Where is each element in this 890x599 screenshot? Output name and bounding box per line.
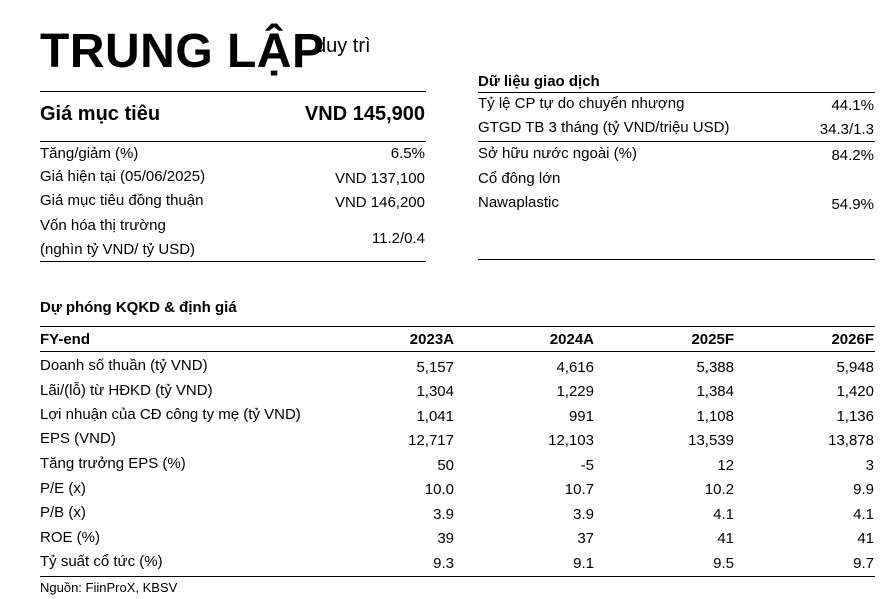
forecast-cell: 9.5 <box>713 555 734 572</box>
rating-title: TRUNG LẬP <box>40 25 325 78</box>
forecast-row-label: Lãi/(lỗ) từ HĐKD (tỷ VND) <box>40 382 213 399</box>
forecast-cell: 3.9 <box>573 506 594 523</box>
forecast-cell: 5,388 <box>696 359 734 376</box>
forecast-cell: 4.1 <box>853 506 874 523</box>
change-value: 6.5% <box>390 145 425 162</box>
forecast-cell: 1,304 <box>416 383 454 400</box>
forecast-cell: 39 <box>437 530 454 547</box>
forecast-header-2023a: 2023A <box>409 331 454 348</box>
forecast-cell: 1,384 <box>696 383 734 400</box>
change-label: Tăng/giảm (%) <box>40 145 139 162</box>
forecast-cell: 4,616 <box>556 359 594 376</box>
forecast-cell: 10.0 <box>424 481 454 498</box>
forecast-cell: 1,041 <box>416 408 454 425</box>
source-note: Nguồn: FiinProX, KBSV <box>40 580 178 595</box>
forecast-row-label: Tỷ suất cổ tức (%) <box>40 553 163 570</box>
trading-data-title: Dữ liệu giao dịch <box>478 73 600 90</box>
forecast-cell: 1,420 <box>836 383 874 400</box>
market-cap-label-line1: Vốn hóa thị trường <box>40 217 166 234</box>
forecast-cell: 13,539 <box>688 432 734 449</box>
forecast-cell: 991 <box>568 408 594 425</box>
forecast-row-label: Tăng trưởng EPS (%) <box>40 455 186 472</box>
forecast-cell: 10.2 <box>704 481 734 498</box>
shareholder-name: Nawaplastic <box>478 194 559 211</box>
forecast-cell: 5,948 <box>836 359 874 376</box>
forecast-cell: 1,136 <box>836 408 874 425</box>
forecast-cell: 12,103 <box>548 432 594 449</box>
forecast-cell: 10.7 <box>564 481 594 498</box>
forecast-cell: 50 <box>437 457 454 474</box>
forecast-cell: 5,157 <box>416 359 454 376</box>
forecast-cell: -5 <box>580 457 594 474</box>
forecast-cell: 3 <box>865 457 874 474</box>
forecast-cell: 1,108 <box>696 408 734 425</box>
forecast-header-2025f: 2025F <box>691 331 734 348</box>
shareholder-value: 54.9% <box>831 196 874 213</box>
forecast-cell: 12 <box>717 457 734 474</box>
divider-top-left <box>40 91 426 92</box>
target-price-label: Giá mục tiêu <box>40 103 161 125</box>
forecast-cell: 1,229 <box>556 383 594 400</box>
forecast-cell: 41 <box>857 530 874 547</box>
market-cap-label-line2: (nghìn tỷ VND/ tỷ USD) <box>40 241 196 258</box>
forecast-cell: 3.9 <box>433 506 454 523</box>
major-shareholders-label: Cổ đông lớn <box>478 170 561 187</box>
current-price-value: VND 137,100 <box>334 170 425 187</box>
forecast-header-2024a: 2024A <box>549 331 594 348</box>
forecast-row-label: ROE (%) <box>40 529 100 546</box>
forecast-row-label: P/B (x) <box>40 504 86 521</box>
forecast-cell: 9.9 <box>853 481 874 498</box>
forecast-cell: 41 <box>717 530 734 547</box>
divider-target-price <box>40 141 426 142</box>
divider-bottom-left <box>40 261 426 262</box>
forecast-row-label: EPS (VND) <box>40 430 116 447</box>
forecast-cell: 37 <box>577 530 594 547</box>
forecast-cell: 9.3 <box>433 555 454 572</box>
forecast-row-label: P/E (x) <box>40 480 86 497</box>
divider-forecast-header <box>40 351 875 352</box>
divider-forecast-top <box>40 326 875 327</box>
divider-trading-mid <box>478 141 875 142</box>
forecast-cell: 9.1 <box>573 555 594 572</box>
free-float-label: Tỷ lệ CP tự do chuyển nhượng <box>478 95 685 112</box>
foreign-ownership-value: 84.2% <box>831 147 874 164</box>
free-float-value: 44.1% <box>831 97 874 114</box>
forecast-row-label: Doanh số thuần (tỷ VND) <box>40 357 208 374</box>
forecast-cell: 12,717 <box>408 432 454 449</box>
forecast-row-label: Lợi nhuận của CĐ công ty mẹ (tỷ VND) <box>40 406 301 423</box>
avg-volume-value: 34.3/1.3 <box>819 121 874 138</box>
forecast-cell: 13,878 <box>828 432 874 449</box>
forecast-cell: 9.7 <box>853 555 874 572</box>
divider-trading-bottom <box>478 259 875 260</box>
forecast-cell: 4.1 <box>713 506 734 523</box>
target-price-value: VND 145,900 <box>304 103 425 125</box>
current-price-label: Giá hiện tại (05/06/2025) <box>40 168 206 185</box>
avg-volume-label: GTGD TB 3 tháng (tỷ VND/triệu USD) <box>478 119 730 136</box>
consensus-label: Giá mục tiêu đồng thuận <box>40 192 204 209</box>
consensus-value: VND 146,200 <box>334 194 425 211</box>
forecast-title: Dự phóng KQKD & định giá <box>40 299 237 316</box>
forecast-header-2026f: 2026F <box>831 331 874 348</box>
forecast-header-fyend: FY-end <box>40 331 91 348</box>
rating-note: duy trì <box>315 35 371 57</box>
foreign-ownership-label: Sở hữu nước ngoài (%) <box>478 145 637 162</box>
market-cap-value: 11.2/0.4 <box>371 230 425 247</box>
